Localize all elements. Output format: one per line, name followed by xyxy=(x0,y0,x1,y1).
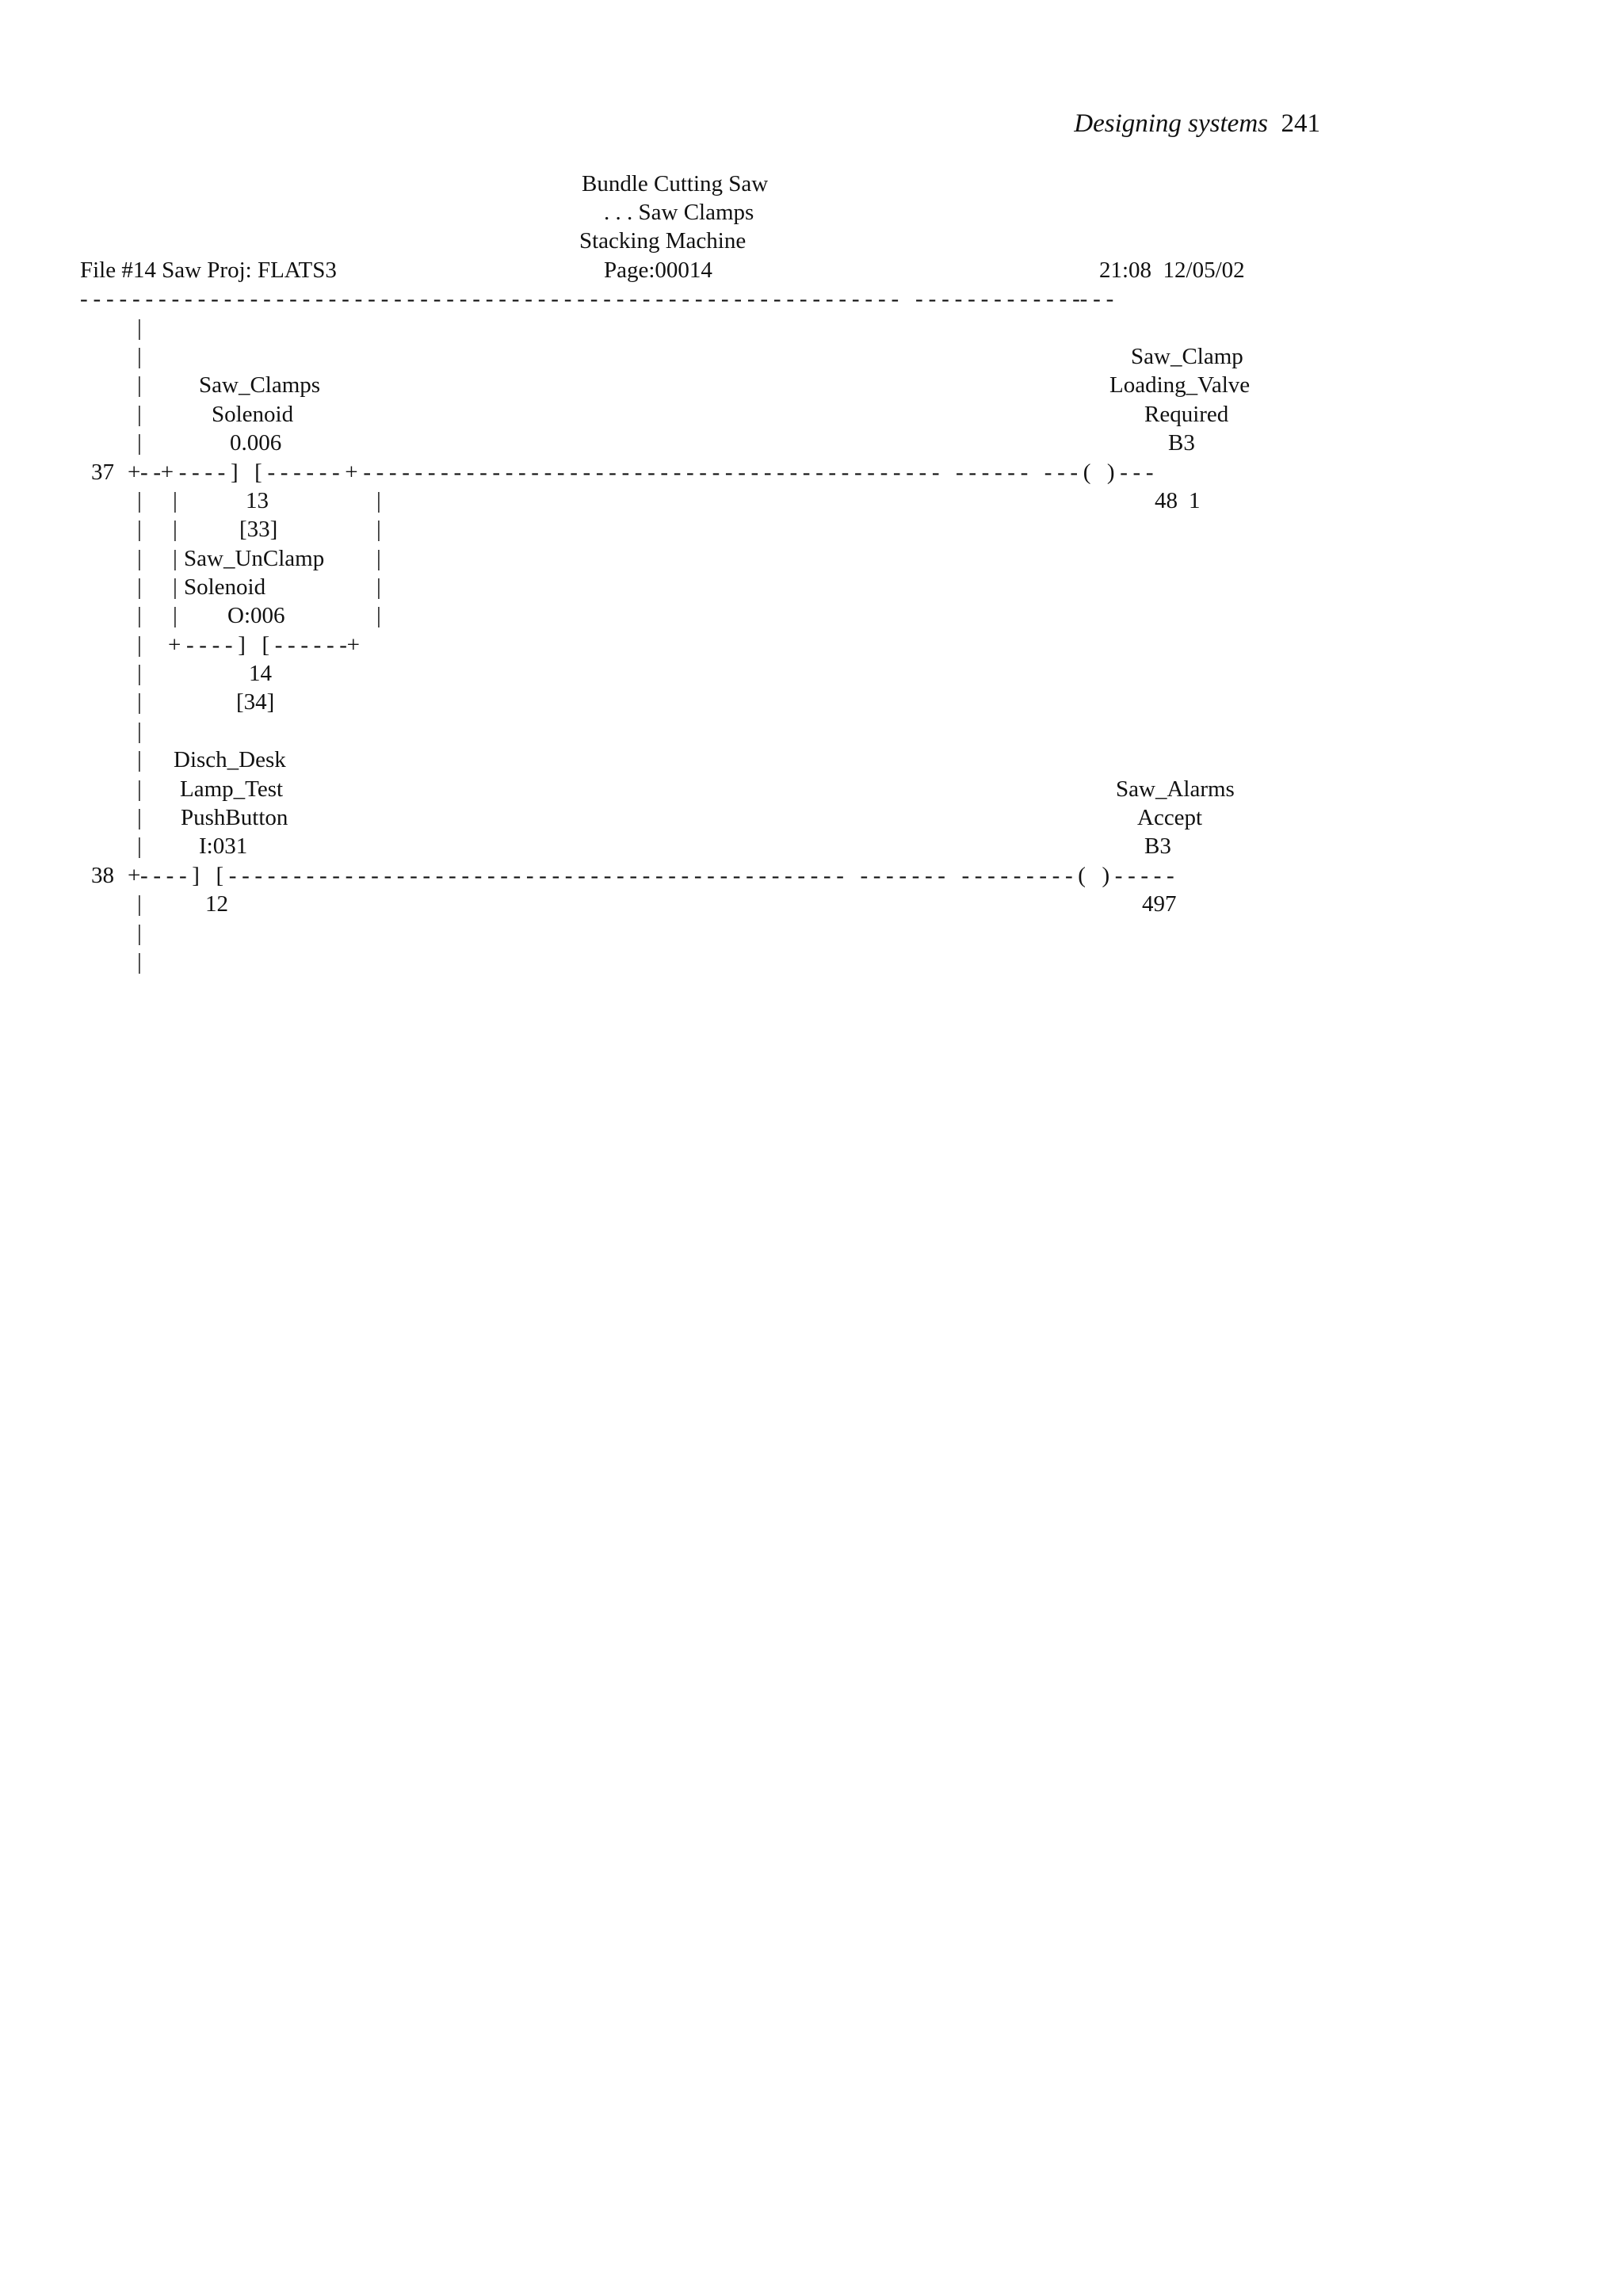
contact-38-line-3: PushButton xyxy=(181,805,288,830)
rail-segment: | xyxy=(137,776,142,802)
rail-segment: | xyxy=(137,344,142,369)
rung-38-line: +- - - - ] [ - - - - - - - - - - - - - - - - - - - - - - - - - - - - - - - - - - - - - - - - - - - - - - - - - - - - - - - - - - - - - - - - ( ) - - - - - xyxy=(128,863,1174,888)
branch-b-bit: 14 xyxy=(249,661,272,686)
contact-38-line-2: Lamp_Test xyxy=(180,776,284,802)
coil-37-line-3: Required xyxy=(1144,402,1229,427)
branch-b-ref: [34] xyxy=(236,689,275,715)
page-label: Page:00014 xyxy=(604,257,712,283)
coil-37-bit: 1 xyxy=(1189,488,1201,513)
rail-segment: | xyxy=(137,517,142,542)
contact-38-bit: 12 xyxy=(205,891,228,917)
coil-37-line-4: B3 xyxy=(1168,430,1195,456)
report-title-line-1: Bundle Cutting Saw xyxy=(582,171,769,196)
header-separator: - - - - - - - - - - - - - - - - - - - - - - - - - - - - - - - - - - - - - - - - - - - - - - - - - - - - - - - - - - - - - - - - - - - - - - - - - - - -- - - xyxy=(80,286,1114,311)
rail-segment: | xyxy=(137,488,142,513)
running-header-page: 241 xyxy=(1281,109,1320,138)
branch-b-desc: Solenoid xyxy=(184,574,266,600)
coil-37-line-2: Loading_Valve xyxy=(1109,372,1251,398)
rail-segment: | xyxy=(137,689,142,715)
branch-rail-left: | xyxy=(173,488,178,513)
file-info: File #14 Saw Proj: FLATS3 xyxy=(80,257,337,283)
coil-37-line-1: Saw_Clamp xyxy=(1131,344,1243,369)
rung-37-line: +- -+ - - - - ] [ - - - - - - + - - - - - - - - - - - - - - - - - - - - - - - - - - - - - - - - - - - - - - - - - - - - - - - - - - - - - - ( ) - - - xyxy=(128,460,1154,485)
rail-segment: | xyxy=(137,632,142,658)
running-header-title: Designing systems xyxy=(1074,109,1268,138)
rail-segment: | xyxy=(137,315,142,341)
rail-segment: | xyxy=(137,949,142,974)
rail-segment: | xyxy=(137,891,142,917)
branch-rail-right: | xyxy=(376,517,381,542)
branch-a-ref: [33] xyxy=(239,517,278,542)
branch-b-name: Saw_UnClamp xyxy=(184,546,325,571)
branch-rail-right: | xyxy=(376,603,381,628)
coil-38-line-1: Saw_Alarms xyxy=(1116,776,1235,802)
branch-rail-left: | xyxy=(173,546,178,571)
rung-number-38: 38 xyxy=(91,863,114,888)
rail-segment: | xyxy=(137,574,142,600)
branch-rail-left: | xyxy=(173,517,178,542)
report-title-line-3: Stacking Machine xyxy=(579,228,747,254)
branch-rail-left: | xyxy=(173,574,178,600)
rail-segment: | xyxy=(137,546,142,571)
coil-37-word: 48 xyxy=(1155,488,1178,513)
rail-segment: | xyxy=(137,921,142,946)
branch-a-desc: Solenoid xyxy=(212,402,294,427)
timestamp: 21:08 12/05/02 xyxy=(1099,257,1245,283)
rail-segment: | xyxy=(137,747,142,772)
branch-b-address: O:006 xyxy=(227,603,285,628)
report-title-line-2: . . . Saw Clamps xyxy=(604,200,754,225)
rung-number-37: 37 xyxy=(91,460,114,485)
branch-rail-right: | xyxy=(376,574,381,600)
rail-segment: | xyxy=(137,430,142,456)
coil-38-line-3: B3 xyxy=(1144,833,1171,859)
contact-38-line-4: I:031 xyxy=(199,833,248,859)
rail-segment: | xyxy=(137,805,142,830)
branch-rail-right: | xyxy=(376,546,381,571)
branch-rail-right: | xyxy=(376,488,381,513)
rail-segment: | xyxy=(137,372,142,398)
rail-segment: | xyxy=(137,603,142,628)
running-header xyxy=(1074,109,1320,139)
rail-segment: | xyxy=(137,719,142,744)
contact-38-line-1: Disch_Desk xyxy=(174,747,286,772)
rail-segment: | xyxy=(137,661,142,686)
branch-b-line: + - - - - ] [ - - - - - -+ xyxy=(168,632,360,658)
coil-38-word: 497 xyxy=(1142,891,1177,917)
branch-a-bit: 13 xyxy=(246,488,269,513)
rail-segment: | xyxy=(137,833,142,859)
coil-38-line-2: Accept xyxy=(1137,805,1203,830)
branch-a-name: Saw_Clamps xyxy=(199,372,321,398)
branch-a-address: 0.006 xyxy=(230,430,282,456)
rail-segment: | xyxy=(137,402,142,427)
branch-rail-left: | xyxy=(173,603,178,628)
